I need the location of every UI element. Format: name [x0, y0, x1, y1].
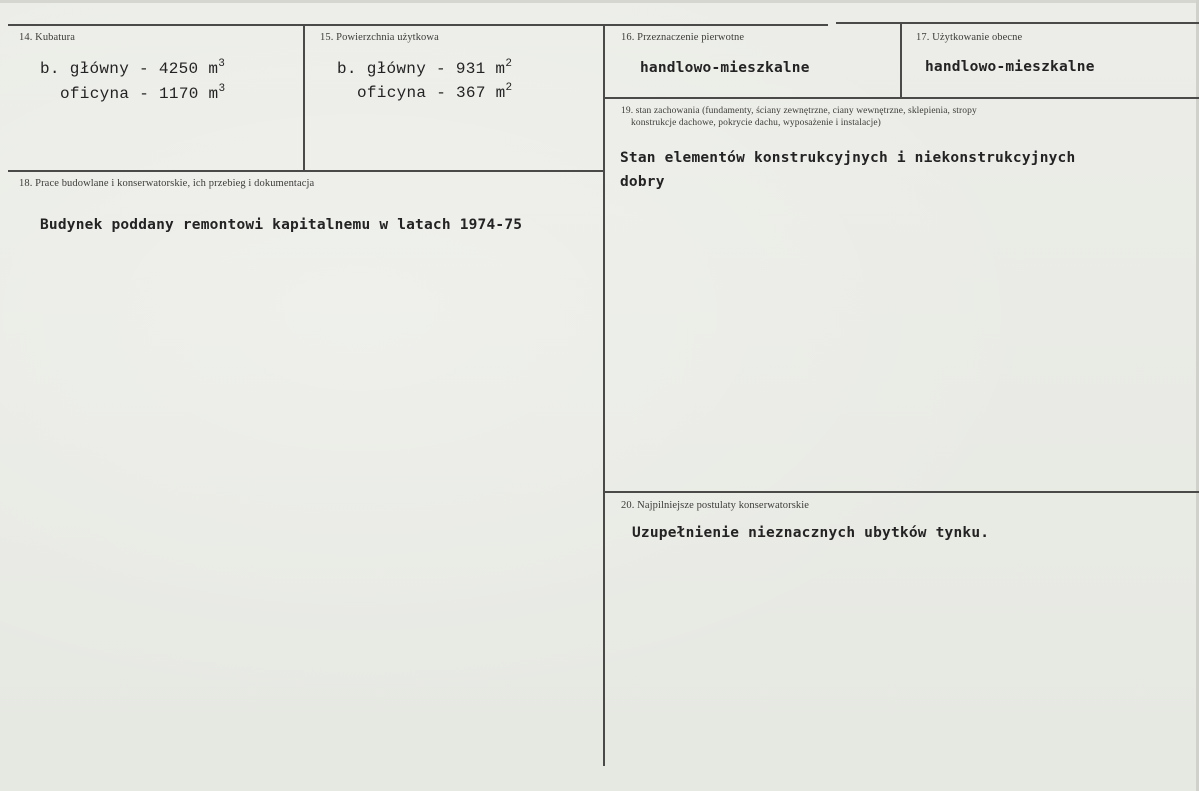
- rule-under-16-17: [604, 97, 1199, 99]
- field-17-value: handlowo-mieszkalne: [925, 59, 1095, 75]
- field-15-line2: [357, 84, 512, 102]
- field-15-line1-exponent: 2: [505, 58, 513, 70]
- field-14-line1-text: b. główny - 4250 m: [40, 60, 219, 78]
- field-14-label: 14. Kubatura: [19, 32, 76, 43]
- top-rule-right: [836, 22, 1199, 24]
- card-top-edge: [0, 0, 1199, 3]
- field-14-line1-exponent: 3: [218, 58, 226, 70]
- field-14-line1: [40, 60, 225, 78]
- field-19-value-line2: dobry: [620, 174, 665, 190]
- field-19-value-line1: Stan elementów konstrukcyjnych i niekonstrukcyjnych: [620, 150, 1076, 166]
- field-14-line2-exponent: 3: [218, 83, 226, 95]
- field-19-label-line2: konstrukcje dachowe, pokrycie dachu, wyposażenie i instalacje): [631, 118, 881, 128]
- field-17-label: 17. Użytkowanie obecne: [916, 32, 1023, 43]
- rule-above-20: [604, 491, 1199, 493]
- field-16-value: handlowo-mieszkalne: [640, 60, 810, 76]
- top-rule-left: [8, 24, 828, 26]
- divider-14-15: [303, 24, 305, 171]
- field-15-line1: [337, 60, 512, 78]
- rule-under-14-15: [8, 170, 604, 172]
- field-15-line2-text: oficyna - 367 m: [357, 84, 506, 102]
- field-20-value: Uzupełnienie nieznacznych ubytków tynku.: [632, 525, 990, 541]
- field-14-line2: [60, 85, 225, 103]
- field-19-label-line1: 19. stan zachowania (fundamenty, ściany zewnętrzne, ciany wewnętrzne, sklepienia, stropy: [621, 106, 977, 116]
- field-15-line1-text: b. główny - 931 m: [337, 60, 506, 78]
- center-divider: [603, 24, 605, 766]
- field-14-line2-text: oficyna - 1170 m: [60, 85, 219, 103]
- field-18-label: 18. Prace budowlane i konserwatorskie, ich przebieg i dokumentacja: [19, 178, 315, 189]
- field-15-line2-exponent: 2: [505, 82, 513, 94]
- divider-16-17: [900, 24, 902, 98]
- field-15-label: 15. Powierzchnia użytkowa: [320, 32, 439, 43]
- field-20-label: 20. Najpilniejsze postulaty konserwatorskie: [621, 500, 810, 511]
- field-18-value: Budynek poddany remontowi kapitalnemu w latach 1974-75: [40, 217, 523, 233]
- field-16-label: 16. Przeznaczenie pierwotne: [621, 32, 745, 43]
